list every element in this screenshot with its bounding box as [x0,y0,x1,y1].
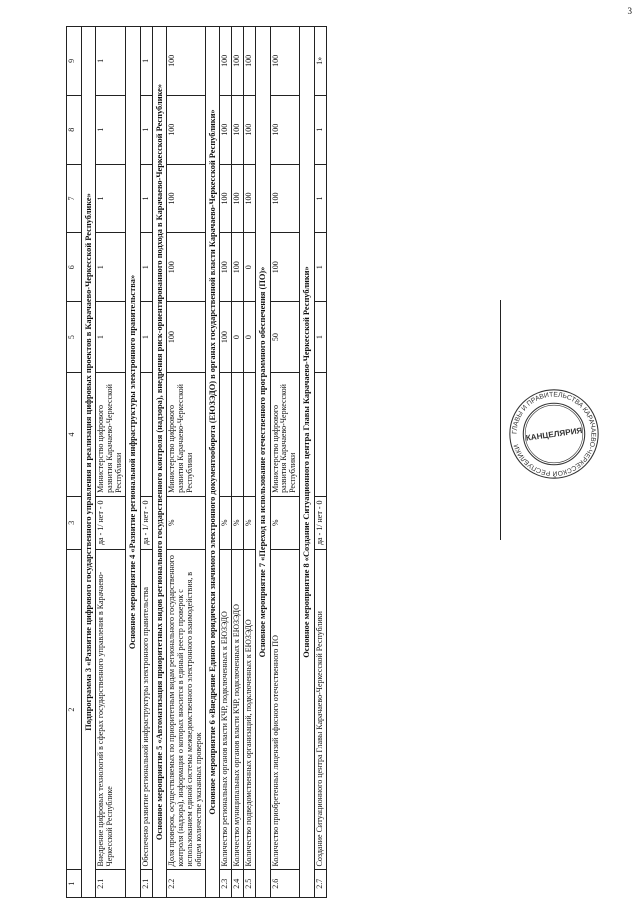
section-title: Основное мероприятие 8 «Создание Ситуационного центра Главы Карачаево-Черкесской Республики» [300,27,314,898]
table-row [232,27,244,898]
cell-unit: % [270,496,300,549]
cell-resp [244,373,256,497]
cell-num: 2.1 [96,870,126,898]
table-row [96,27,126,898]
header-row [67,27,82,898]
cell-v6: 1 [314,233,326,302]
table-row [167,27,206,898]
document-table-rotated [66,26,570,898]
cell-v5: 50 [270,302,300,373]
cell-v8: 100 [244,95,256,164]
cell-unit: % [232,496,244,549]
section-row [205,27,219,898]
cell-num: 2.2 [167,870,206,898]
header-col-2: 2 [67,549,82,870]
section-row [152,27,166,898]
cell-v5: 0 [244,302,256,373]
table-row [314,27,326,898]
cell-v9: 100 [220,27,232,96]
cell-v5: 100 [167,302,206,373]
official-seal [506,386,602,482]
cell-v8: 1 [96,95,126,164]
cell-resp: Министерство цифрового развития Карачаево-Черкесской Республики [167,373,206,497]
cell-v7: 1 [96,164,126,233]
cell-v8: 100 [232,95,244,164]
rotated-page [66,26,570,898]
seal-ring-text: ГЛАВЫ И ПРАВИТЕЛЬСТВА КАРАЧАЕВО-ЧЕРКЕССКОЙ РЕСПУБЛИКИ [511,391,597,477]
cell-v8: 1 [140,95,152,164]
cell-unit: % [220,496,232,549]
cell-v7: 1 [140,164,152,233]
cell-v6: 100 [232,233,244,302]
page-number: 3 [627,6,632,16]
cell-v7: 100 [167,164,206,233]
section-row [300,27,314,898]
cell-name: Количество региональных органов власти КЧР, подключенных к ЕЮЗЭДО [220,549,232,870]
cell-unit: да - 1/ нет - 0 [96,496,126,549]
section-title: Основное мероприятие 4 «Развитие региональной инфраструктуры электронного правительства» [126,27,140,898]
section-title: Основное мероприятие 6 «Внедрение Единого юридически значимого электронного документооборота (ЕЮЗЭДО) в органах государственной власти Карачаево-Черкесской Республики» [205,27,219,898]
cell-name: Доля проверок, осуществляемых по приоритетным видам регионального государственного контроля (надзора), информация о которых вносится в единый реестр проверок с использованием единой системы межведомственного электронного взаимодействия, в общем количестве указанных проверок [167,549,206,870]
cell-v6: 100 [167,233,206,302]
header-col-9: 9 [67,27,82,96]
cell-v8: 100 [220,95,232,164]
cell-name: Количество приобретенных лицензий офисного отечественного ПО [270,549,300,870]
cell-v8: 100 [270,95,300,164]
cell-v5: 0 [232,302,244,373]
cell-name: Внедрение цифровых технологий в сферах государственного управления в Карачаево-Черкесской Республике [96,549,126,870]
cell-name: Количество муниципальных органов власти КЧР, подключенных к ЕЮЗЭДО [232,549,244,870]
cell-v7: 100 [232,164,244,233]
cell-v9: 1» [314,27,326,96]
cell-v6: 0 [244,233,256,302]
table-row [244,27,256,898]
cell-v9: 100 [167,27,206,96]
header-col-6: 6 [67,233,82,302]
cell-num: 2.1 [140,870,152,898]
cell-v6: 1 [96,233,126,302]
cell-v7: 100 [220,164,232,233]
cell-num: 2.5 [244,870,256,898]
header-col-5: 5 [67,302,82,373]
section-title: Подпрограмма 3 «Развитие цифрового государственного управления и реализация цифровых проектов в Карачаево-Черкесской Республике» [82,27,96,898]
table-row [270,27,300,898]
cell-v9: 100 [270,27,300,96]
table-body [82,27,327,898]
section-row [126,27,140,898]
header-col-1: 1 [67,870,82,898]
table-row [220,27,232,898]
cell-v8: 100 [167,95,206,164]
cell-resp: Министерство цифрового развития Карачаево-Черкесской Республики [270,373,300,497]
cell-name: Количество подведомственных организаций, подключенных к ЕЮЗЭДО [244,549,256,870]
cell-v6: 100 [270,233,300,302]
header-col-7: 7 [67,164,82,233]
cell-v7: 100 [270,164,300,233]
cell-unit: да - 1/ нет - 0 [314,496,326,549]
cell-resp [314,373,326,497]
section-title: Основное мероприятие 5 «Автоматизация приоритетных видов регионального государственного контроля (надзора), внедрения риск-ориентированного подхода в Карачаево-Черкесской Республике» [152,27,166,898]
cell-v8: 1 [314,95,326,164]
cell-unit: да - 1/ нет - 0 [140,496,152,549]
section-row [256,27,270,898]
cell-v9: 1 [96,27,126,96]
table-row [140,27,152,898]
cell-v9: 100 [244,27,256,96]
cell-resp [140,373,152,497]
section-row [82,27,96,898]
seal-center-text: КАНЦЕЛЯРИЯ [525,425,583,443]
cell-v7: 100 [244,164,256,233]
cell-unit: % [167,496,206,549]
section-title: Основное мероприятие 7 «Переход на использование отечественного программного обеспечения (ПО)» [256,27,270,898]
cell-name: Создание Ситуационного центра Главы Карачаево-Черкесской Республики [314,549,326,870]
header-col-4: 4 [67,373,82,497]
cell-num: 2.6 [270,870,300,898]
cell-num: 2.7 [314,870,326,898]
header-col-8: 8 [67,95,82,164]
indicators-table [66,26,327,898]
cell-v6: 1 [140,233,152,302]
cell-v9: 1 [140,27,152,96]
cell-v5: 1 [140,302,152,373]
cell-v5: 1 [96,302,126,373]
cell-resp [232,373,244,497]
header-col-3: 3 [67,496,82,549]
cell-num: 2.4 [232,870,244,898]
cell-num: 2.3 [220,870,232,898]
cell-v9: 100 [232,27,244,96]
cell-v7: 1 [314,164,326,233]
cell-v5: 100 [220,302,232,373]
cell-resp [220,373,232,497]
cell-v6: 100 [220,233,232,302]
cell-v5: 1 [314,302,326,373]
cell-resp: Министерство цифрового развития Карачаево-Черкесской Республики [96,373,126,497]
cell-unit: % [244,496,256,549]
cell-name: Обеспечено развитие региональной инфраструктуры электронного правительства [140,549,152,870]
